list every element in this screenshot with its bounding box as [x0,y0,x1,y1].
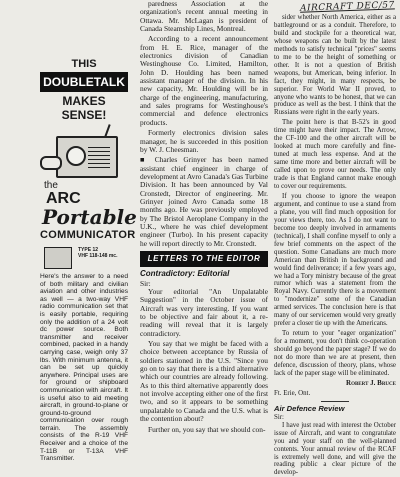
middle-paragraph-4 [140,156,268,248]
speaker-grille-icon [88,146,110,168]
ad-headline-doubletalk: DOUBLETALK [40,72,128,92]
ad-product-communicator: COMMUNICATOR [40,229,136,241]
middle-paragraph-6: You say that we might be faced with a choice between acceptance by Russia of soldiers stationed in the U.S. "Since you go on to say that there is a third alternative which our countries are already following. As to this third alternative apparently does not involve accepting either one of the first two, and so it appears to be something unpalatable to Canada and the U.S. what is the contention about? [140,339,268,424]
communicator-thumbnail-icon [44,247,72,269]
letter-signature: Robert J. Bruce [346,378,396,387]
ad-brand: ARC [46,190,81,207]
letters-section-title: LETTERS TO THE EDITOR [140,251,268,267]
letter-place: Ft. Erie, Ont. [274,389,311,397]
radio-illustration [40,128,128,178]
ad-headline-this: THIS [71,58,97,70]
right-paragraph-2: The point here is that B-52's in good time might have their impact. The Arrow, the CF-100 and the other aircraft will be looked at much more carefully and fine-tuned at much less expense. And at the same time more and better aircraft will be called upon to prove our needs. The only trade is that England cannot make enough to cover our requirements. [274,119,396,191]
right-paragraph-1: sider whether North America, either as a battleground or as a conduit. Therefore, to build and stockpile for a theoretical war, whose weapons can be built by the latest methods to satisfy technical "prices" seems to me to be the height of something or other. It is not a question of British weapons, but American, being inferior. In fact, they might, in many respects, be superior. For World War II proved, to anyone who wants to be honest, that we can produce as well as the best. I think that the Russians were right in the early years. [274,14,396,117]
dial-icon [66,146,86,166]
handwritten-annotation: AIRCRAFT DEC/57 [299,0,395,14]
ad-model-info [78,247,117,259]
divider [321,401,349,402]
ad-body-1: Here's the answer to a need of both military and civilian aviation and other industries as well — a two-way VHF radio communication set that is easily portable, requiring only the addition of a 24 volt dc power source. Both transmitter and receiver combined, packed in a handy carrying case, weigh only 37 lbs. With minimum antenna, it can be set up quickly anywhere. [40,273,128,379]
ad-type-block [40,247,128,269]
middle-paragraph-5: Your editorial "An Unpalatable Suggestion" in the October issue of Aircraft was very interesting. If you want to be objective and fair about it, a re-reading will reveal that it is largely contradictory. [140,287,268,338]
middle-column [140,0,268,434]
ad-body-3: The assembly consists of the R-19 VHF Receiver and a choice of the T-11B or T-13A VHF Transmitter. [40,424,129,463]
right-paragraph-4: To return to your "eager organization" for a moment, you don't think co-operation should go beyond the paper stage? If we do not do more than we are at present, then defence, discussion of theory, plans, whose lack of the paper stage will be eliminated. [274,330,396,377]
handset-icon [40,156,62,170]
ad-the: the [44,180,58,191]
middle-paragraph-3: Formerly electronics division sales manager, he is succeeded in this position by W. J. Cheesman. [140,128,268,154]
ad-type-line-2: VHF 118-148 mc. [78,253,118,259]
right-column [274,14,396,477]
bullet-icon: ■ [140,155,155,165]
letter-subhead-contradictory: Contradictory: Editorial [140,269,230,279]
middle-paragraph-2: According to a recent announcement from H. E. Rice, manager of the electronics division of Canadian Westinghouse Co. Limited, Hamilton, John D. Houlding has been named assistant manager of the division. In his new capacity, Mr. Houlding will be in charge of the engineering, manufacturing, and sales programs for Westinghouse's commercial and defence electronics products. [140,34,268,127]
ad-body-copy [40,273,128,463]
ad-product-portable: Portable [42,205,137,229]
radio-set-icon [56,136,118,178]
ad-body-2: Principal uses are for ground or shipboard communication with aircraft. It is useful also to aid meeting aircraft, in ground-to-plane or ground-to-ground communication over rough terrain. [40,371,128,432]
ad-headline-makes-sense: MAKES SENSE! [61,94,107,122]
letter-salutation-2: Sir: [274,413,284,421]
right-paragraph-5: I have just read with interest the October issue of Aircraft, and want to congratulate you and your staff on the well-planned contents. Your annual review of the RCAF is extremely well done, and will give the reading public a clear picture of the develop- [274,421,396,477]
arc-advertisement [40,58,137,463]
middle-paragraph-7: Further on, you say that we should con- [148,424,266,434]
ad-type-line-1: TYPE 12 [78,247,99,253]
middle-paragraph-1: paredness Association at the organization's recent annual meeting in Ottawa. Mr. McLagan is president of Canada Steamship Lines, Montreal. [140,0,268,34]
letter-salutation: Sir: [140,278,151,288]
right-paragraph-3: If you choose to ignore the weapon argument, and continue to use a stand from a plane, you will find much opposition for your views there, too. As I do not want to become too deeply involved in armaments (technical), I shall confine myself to only a few brief comments on the aspect of the question. Some Canadians are much more American than British in background and would find deliverance; if a few years ago, we had a Tory ministry because of the great rumor which was a statement from the Royal Navy. Currently there is a movement to "modernize" some of the Canadian armed services. The conclusion here is that many of our servicemen would very greatly prefer a closer tie up with the Americans. [274,192,396,328]
letter-subhead-air-defence: Air Defence Review [274,403,345,413]
middle-paragraph-4-text: Charles Grinyer has been named assistant chief engineer in charge of development at Avro Canada's Gas Turbine Division. It has been announced by Val Cronstedt, Director of engineering. Mr. Grinyer joined Avro Canada some 18 months ago. He was previously employed by The Bristol Aeroplane Company in the U.K., where he was chief development engineer (Turbo). In his present capacity he will report directly to Mr. Cronstedt. [140,155,268,248]
